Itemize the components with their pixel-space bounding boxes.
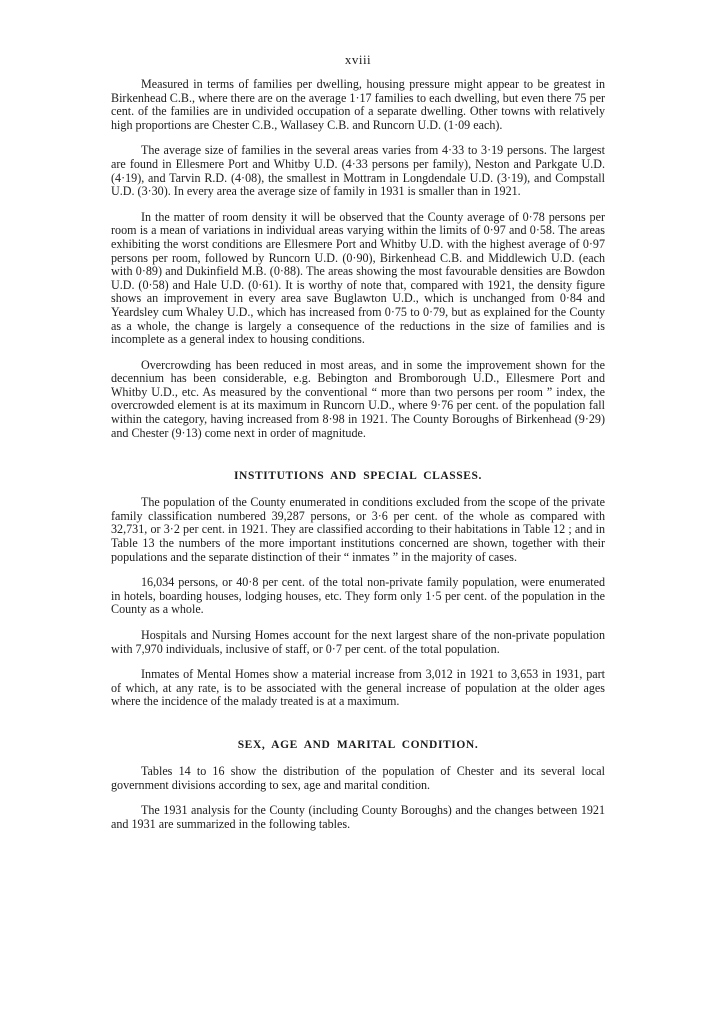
paragraph-families-per-dwelling: Measured in terms of families per dwelling, housing pressure might appear to be greatest in Birkenhead C.B., where there are on the average 1·17 families to each dwelling, but even there 75 per cent. of the families are in undivided occupation of a separate dwelling. Other towns with relatively high proportions are Chester C.B., Wallasey C.B. and Runcorn U.D. (1·09 each). [111, 77, 605, 132]
paragraph-1931-analysis: The 1931 analysis for the County (including County Boroughs) and the changes between 1921 and 1931 are summarized in the following tables. [111, 803, 605, 831]
section-heading-sex-age-marital: SEX, AGE AND MARITAL CONDITION. [237, 738, 479, 751]
paragraph-family-size: The average size of families in the several areas varies from 4·33 to 3·19 persons. The largest are found in Ellesmere Port and Whitby U.D. (4·33 persons per family), Neston and Parkgate U.D. (4·19), and Tarvin R.D. (4·08), the smallest in Mottram in Longdendale U.D. (3·19), and Compstall U.D. (3·30). In every area the average size of family in 1931 is smaller than in 1921. [111, 143, 605, 199]
paragraph-mental-homes: Inmates of Mental Homes show a material increase from 3,012 in 1921 to 3,653 in 1931, part of which, at any rate, is to be associated with the general increase of population at the older ages where the incidence of the malady treated is at a maximum. [111, 667, 605, 709]
section-heading-institutions: INSTITUTIONS AND SPECIAL CLASSES. [233, 470, 483, 483]
page-number: xviii [344, 52, 372, 67]
paragraph-hospitals: Hospitals and Nursing Homes account for the next largest share of the non-private population with 7,970 individuals, inclusive of staff, or 0·7 per cent. of the total population. [111, 628, 605, 656]
paragraph-hotels-boarding: 16,034 persons, or 40·8 per cent. of the total non-private family population, were enumerated in hotels, boarding houses, lodging houses, etc. They form only 1·5 per cent. of the population in the County as a whole. [111, 575, 605, 617]
paragraph-non-private-population: The population of the County enumerated in conditions excluded from the scope of the private family classification numbered 39,287 persons, or 3·6 per cent. of the whole as compared with 32,731, or 3·2 per cent. in 1921. They are classified according to their habitations in Table 12 ; and in Table 13 the numbers of the more important institutions concerned are shown, together with their populations and the separate distinction of their “ inmates ” in the majority of cases. [111, 495, 605, 564]
paragraph-room-density: In the matter of room density it will be observed that the County average of 0·78 persons per room is a mean of variations in individual areas varying within the limits of 0·97 and 0·58. The areas exhibiting the worst conditions are Ellesmere Port and Whitby U.D. with the highest average of 0·97 persons per room, followed by Runcorn U.D. (0·90), Birkenhead C.B. and Middlewich U.D. (each with 0·89) and Dukinfield M.B. (0·88). The areas showing the most favourable densities are Bowdon U.D. (0·58) and Hale U.D. (0·61). It is worthy of note that, compared with 1921, the density figure shows an improvement in every area save Buglawton U.D., which is unchanged from 0·84 and Yeardsley cum Whaley U.D., which has increased from 0·75 to 0·79, but as explained for the County as a whole, the change is largely a consequence of the reductions in the size of families and is incomplete as a general index to housing conditions. [111, 209, 605, 347]
paragraph-tables-14-16: Tables 14 to 16 show the distribution of the population of Chester and its several local government divisions according to sex, age and marital condition. [111, 763, 605, 792]
paragraph-overcrowding: Overcrowding has been reduced in most areas, and in some the improvement shown for the decennium has been considerable, e.g. Bebington and Bromborough U.D., Ellesmere Port and Whitby U.D., etc. As measured by the conventional “ more than two persons per room ” index, the overcrowded element is at its maximum in Runcorn U.D., where 9·76 per cent. of the population fall within the category, having increased from 8·98 in 1921. The County Boroughs of Birkenhead (9·29) and Chester (9·13) come next in order of magnitude. [111, 357, 605, 440]
document-page [111, 52, 605, 831]
